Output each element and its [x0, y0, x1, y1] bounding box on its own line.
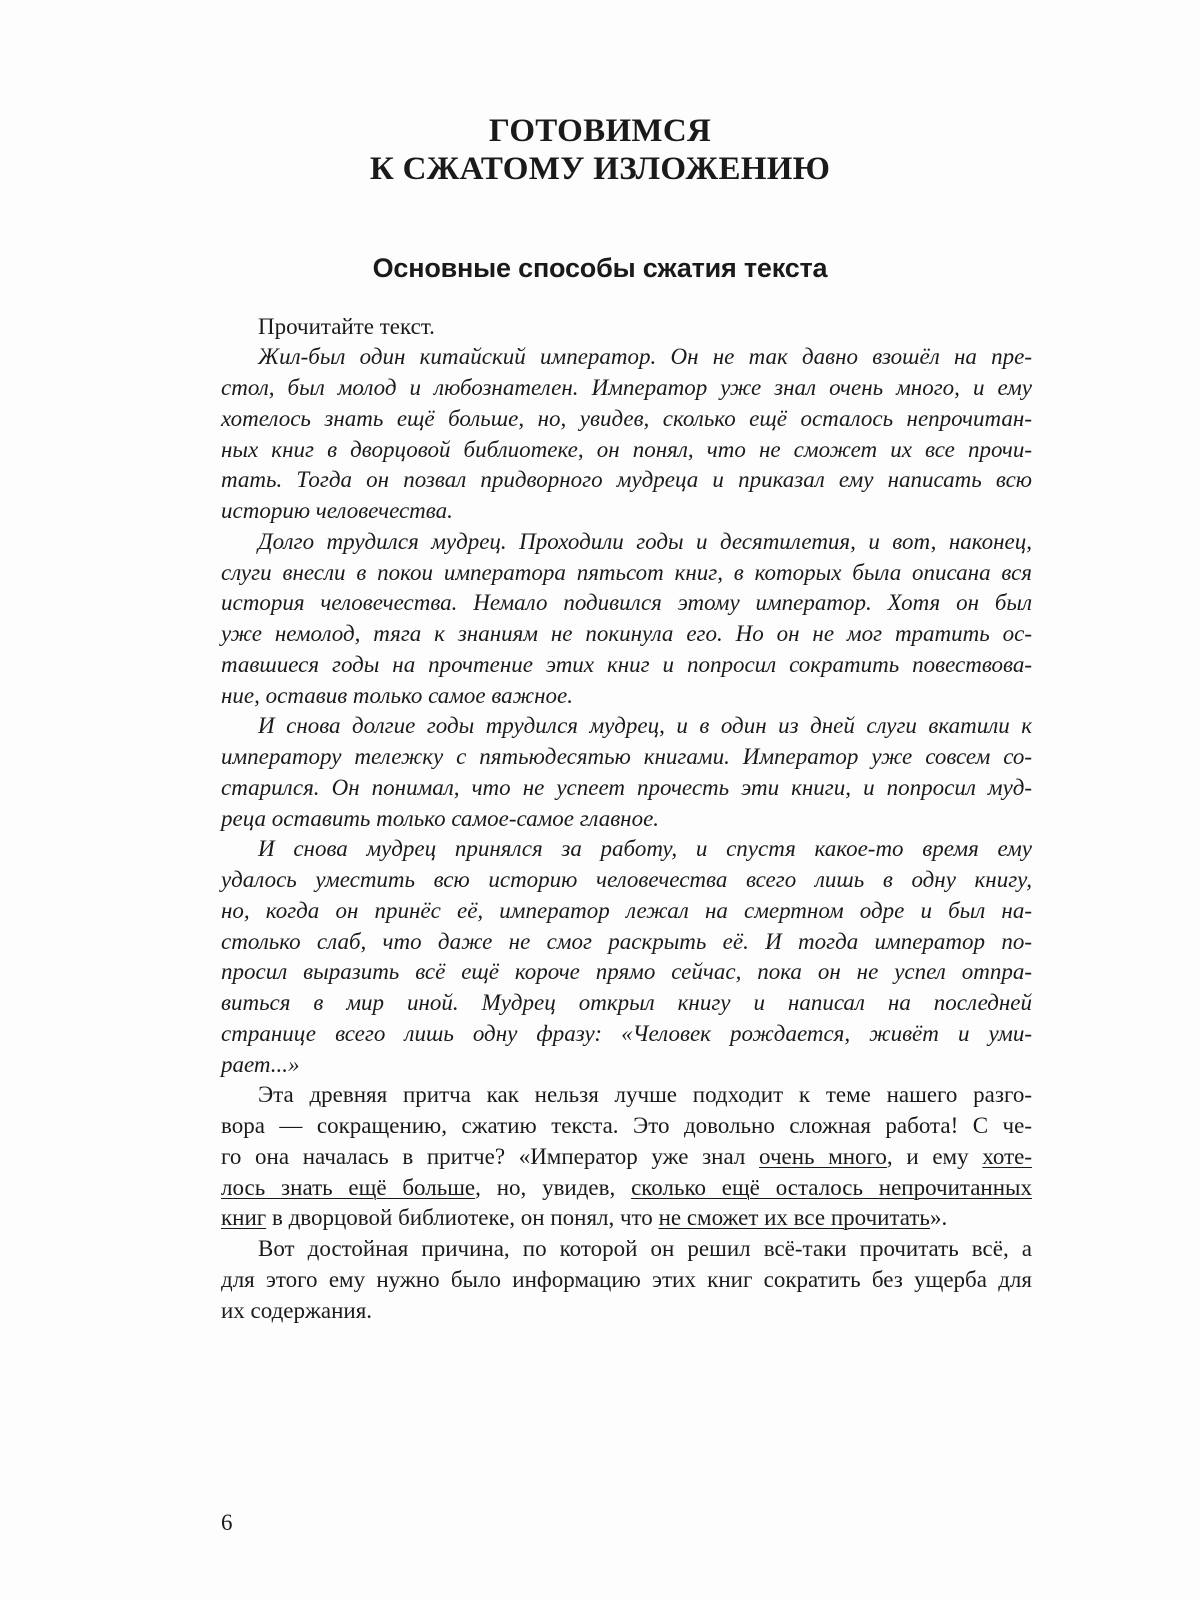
page-number: 6	[221, 1510, 233, 1535]
text-line: уже немолод, тяга к знаниям не покинула его. Но он не мог тратить ос-	[221, 621, 1032, 646]
text-line: Долго трудился мудрец. Проходили годы и десятилетия, и вот, наконец,	[258, 529, 1032, 554]
page-title-line-2: К СЖАТОМУ ИЗЛОЖЕНИЮ	[369, 151, 831, 187]
text-span: в дворцовой библиотеке, он понял, что	[266, 1205, 659, 1230]
text-line: Вот достойная причина, по которой он решил всё-таки прочитать всё, а	[258, 1236, 1032, 1261]
page-title-line-1: ГОТОВИМСЯ	[488, 113, 712, 149]
text-line	[221, 1203, 1032, 1233]
text-line: но, когда он принёс её, император лежал на смертном одре и был на-	[221, 898, 1032, 923]
text-line: Эта древняя притча как нельзя лучше подходит к теме нашего разго-	[258, 1082, 1032, 1107]
text-line: историю человечества.	[221, 498, 453, 523]
text-line: И снова мудрец принялся за работу, и спустя какое-то время ему	[258, 836, 1032, 861]
text-line	[221, 1142, 1032, 1172]
text-line: слуги внесли в покои императора пятьсот книг, в которых была описана вся	[221, 560, 1032, 585]
intro-line: Прочитайте текст.	[258, 314, 435, 339]
underlined-phrase: хоте-	[982, 1144, 1033, 1169]
text-line: старился. Он понимал, что не успеет прочесть эти книги, и попросил муд-	[221, 775, 1032, 800]
text-line: И снова долгие годы трудился мудрец, и в один из дней слуги вкатили к	[258, 713, 1032, 738]
text-line: императору тележку с пятьюдесятью книгами. Император уже совсем со-	[221, 744, 1032, 769]
text-line: история человечества. Немало подивился этому император. Хотя он был	[221, 590, 1032, 615]
section-subtitle: Основные способы сжатия текста	[372, 253, 828, 283]
text-line: ние, оставив только самое важное.	[221, 683, 573, 708]
text-span: , но, увидев,	[475, 1175, 632, 1200]
text-line: реца оставить только самое-самое главное.	[221, 806, 660, 831]
text-line: виться в мир иной. Мудрец открыл книгу и написал на последней	[221, 990, 1032, 1015]
text-line: удалось уместить всю историю человечества всего лишь в одну книгу,	[221, 867, 1032, 892]
text-line: странице всего лишь одну фразу: «Человек рождается, живёт и уми-	[221, 1021, 1032, 1046]
text-line: Жил-был один китайский император. Он не так давно взошёл на пре-	[258, 344, 1032, 369]
text-line: хотелось знать ещё больше, но, увидев, сколько ещё осталось непрочитан-	[221, 406, 1032, 431]
text-span: , и ему	[886, 1144, 983, 1169]
text-span: го она началась в притче? «Император уже знал	[221, 1144, 760, 1169]
text-line: их содержания.	[221, 1298, 373, 1323]
text-line: вора — сокращению, сжатию текста. Это довольно сложная работа! С че-	[221, 1113, 1032, 1138]
underlined-phrase: не сможет их все прочитать	[658, 1205, 930, 1230]
underlined-phrase: книг	[221, 1205, 267, 1230]
text-line: тавшиеся годы на прочтение этих книг и попросил сократить повествова-	[221, 652, 1032, 677]
text-line: столько слаб, что даже не смог раскрыть её. И тогда император по-	[221, 929, 1032, 954]
text-line: стол, был молод и любознателен. Император уже знал очень много, и ему	[221, 375, 1032, 400]
text-line: просил выразить всё ещё короче прямо сейчас, пока он не успел отпра-	[221, 959, 1032, 984]
text-line: ных книг в дворцовой библиотеке, он понял, что не сможет их все прочи-	[221, 437, 1032, 462]
text-line: рает...»	[221, 1052, 300, 1077]
text-span: ».	[929, 1205, 948, 1230]
text-line: тать. Тогда он позвал придворного мудреца и приказал ему написать всю	[221, 467, 1032, 492]
underlined-phrase: очень много	[759, 1144, 887, 1169]
underlined-phrase: лось знать ещё больше	[221, 1175, 476, 1200]
underlined-phrase: сколько ещё осталось непрочитанных	[631, 1175, 1032, 1200]
text-line	[221, 1173, 1032, 1203]
text-line: для этого ему нужно было информацию этих книг сократить без ущерба для	[221, 1267, 1032, 1292]
